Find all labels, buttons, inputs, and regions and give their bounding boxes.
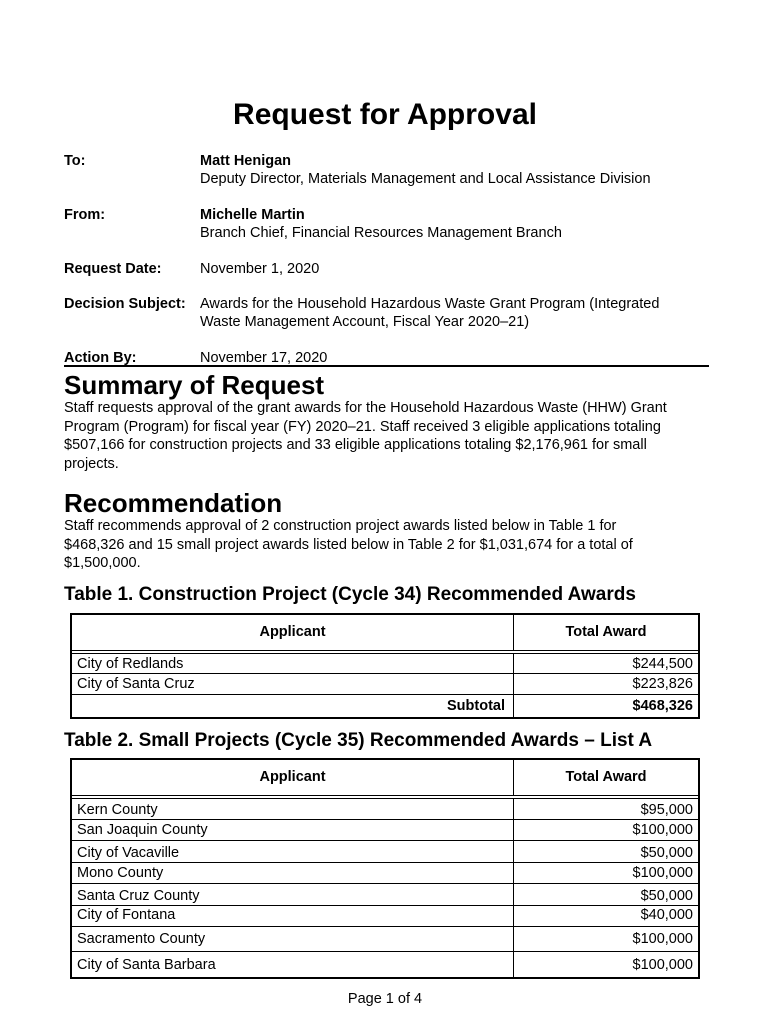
applicant-cell: City of Santa Cruz (72, 674, 514, 694)
award-cell: $95,000 (640, 802, 693, 818)
table-row (72, 927, 698, 952)
applicant-cell: City of Fontana (72, 906, 514, 926)
applicant-cell: Santa Cruz County (72, 884, 514, 905)
award-cell: $244,500 (632, 656, 693, 672)
decision-subject-line1: Awards for the Household Hazardous Waste Grant Program (Integrated (200, 296, 660, 312)
to-label: To: (64, 153, 86, 169)
award-cell: $50,000 (640, 845, 693, 861)
award-cell: $100,000 (632, 822, 693, 838)
summary-line: Staff requests approval of the grant awards for the Household Hazardous Waste (HHW) Grant (64, 400, 667, 416)
summary-paragraph (64, 399, 704, 473)
subtotal-label: Subtotal (72, 695, 514, 717)
table1-title: Table 1. Construction Project (Cycle 34) Recommended Awards (64, 584, 636, 605)
summary-heading: Summary of Request (64, 370, 325, 400)
applicant-cell: San Joaquin County (72, 820, 514, 840)
recommendation-line: $1,500,000. (64, 555, 141, 571)
decision-subject-line2: Waste Management Account, Fiscal Year 2020–21) (200, 314, 530, 330)
table2-col-award: Total Award (565, 769, 647, 785)
recommendation-line: $468,326 and 15 small project awards listed below in Table 2 for $1,031,674 for a total of (64, 536, 633, 553)
summary-line: Program (Program) for fiscal year (FY) 2020–21. Staff received 3 eligible applications totaling (64, 418, 661, 435)
table1-col-applicant: Applicant (72, 615, 514, 650)
from-title: Branch Chief, Financial Resources Management Branch (200, 225, 562, 241)
action-by-value: November 17, 2020 (200, 350, 328, 366)
applicant-cell: Mono County (72, 863, 514, 883)
from-name: Michelle Martin (200, 207, 305, 223)
decision-subject-label: Decision Subject: (64, 296, 186, 312)
summary-line: projects. (64, 455, 119, 472)
table-row (72, 654, 698, 674)
applicant-cell: City of Redlands (72, 654, 514, 673)
table-row (72, 952, 698, 977)
to-title: Deputy Director, Materials Management and Local Assistance Division (200, 171, 651, 187)
to-field (64, 152, 714, 192)
table-row (72, 906, 698, 927)
table-row (72, 863, 698, 884)
table-row (72, 799, 698, 820)
request-date-value: November 1, 2020 (200, 261, 320, 277)
action-by-label: Action By: (64, 350, 137, 366)
recommendation-paragraph (64, 517, 704, 573)
summary-line: $507,166 for construction projects and 33 eligible applications totaling $2,176,961 for small (64, 437, 647, 453)
table-row (72, 884, 698, 906)
from-field (64, 206, 714, 246)
award-cell: $223,826 (632, 676, 693, 692)
table-row (72, 674, 698, 695)
table2-title: Table 2. Small Projects (Cycle 35) Recommended Awards – List A (64, 730, 653, 751)
table1 (70, 613, 700, 719)
award-cell: $50,000 (640, 888, 693, 904)
table2-col-applicant: Applicant (72, 760, 514, 795)
applicant-cell: City of Santa Barbara (72, 952, 514, 977)
award-cell: $100,000 (632, 957, 693, 973)
award-cell: $100,000 (632, 865, 693, 881)
applicant-cell: Sacramento County (72, 927, 514, 951)
decision-subject-field (64, 295, 714, 335)
header-divider (64, 365, 709, 367)
table2 (70, 758, 700, 979)
request-date-field (64, 260, 714, 280)
recommendation-heading: Recommendation (64, 488, 283, 518)
award-cell: $100,000 (632, 931, 693, 947)
table1-col-award: Total Award (565, 624, 647, 640)
request-date-label: Request Date: (64, 261, 162, 277)
table-row (72, 841, 698, 863)
award-cell: $40,000 (640, 907, 693, 923)
page-number: Page 1 of 4 (347, 991, 423, 1007)
subtotal-value: $468,326 (632, 698, 693, 714)
table-row (72, 820, 698, 841)
applicant-cell: City of Vacaville (72, 841, 514, 862)
to-name: Matt Henigan (200, 153, 292, 169)
applicant-cell: Kern County (72, 799, 514, 819)
table2-header-row (72, 760, 698, 796)
page-title: Request for Approval (233, 98, 537, 131)
recommendation-line: Staff recommends approval of 2 construction project awards listed below in Table 1 for (64, 518, 617, 534)
table1-subtotal-row (72, 695, 698, 717)
from-label: From: (64, 207, 106, 223)
table1-header-row (72, 615, 698, 651)
